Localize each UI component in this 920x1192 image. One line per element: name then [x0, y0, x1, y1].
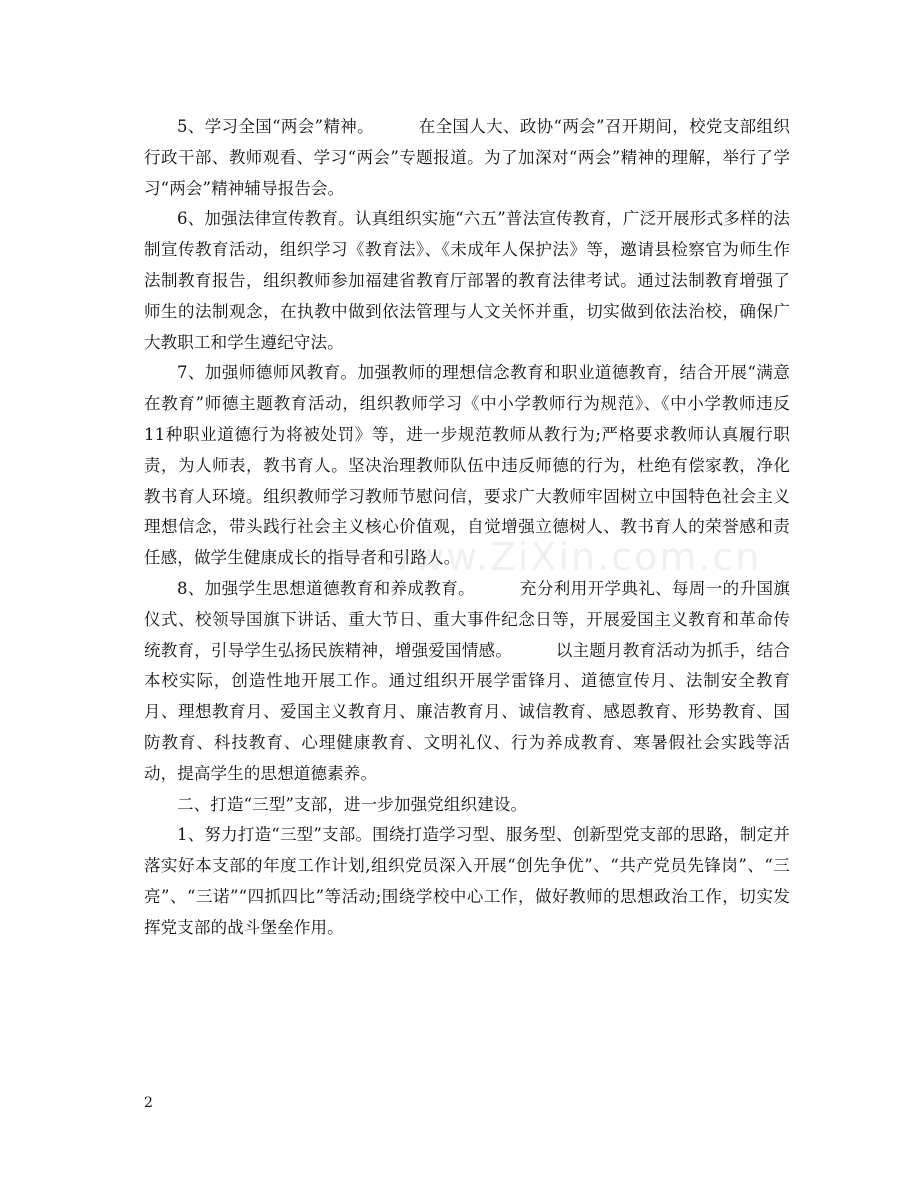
watermark: www.ZiXin.com.cn	[380, 535, 762, 579]
document-body	[144, 112, 790, 944]
page-number: 2	[144, 1095, 153, 1111]
paragraph-study-two-sessions: 5、学习全国“两会”精神。 在全国人大、政协“两会”召开期间，校党支部组织行政干部、教师观看、学习“两会”专题报道。为了加深对“两会”精神的理解，举行了学习“两会”精神辅导报告会。	[144, 117, 790, 198]
paragraph-teacher-ethics: 7、加强师德师风教育。加强教师的理想信念教育和职业道德教育，结合开展“满意在教育”师德主题教育活动，组织教师学习《中小学教师行为规范》、《中小学教师违反11种职业道德行为将被处罚》等，进一步规范教师从教行为;严格要求教师认真履行职责，为人师表，教书育人。坚决治理教师队伍中违反师德的行为，杜绝有偿家教，净化教书育人环境。组织教师学习教师节慰问信，要求广大教师牢固树立中国特色社会主义理想信念，带头践行社会主义核心价值观，自觉增强立德树人、教书育人的荣誉感和责任感，做学生健康成长的指导者和引路人。	[144, 363, 790, 568]
paragraph-three-type-branch: 1、努力打造“三型”支部。围绕打造学习型、服务型、创新型党支部的思路，制定并落实好本支部的年度工作计划,组织党员深入开展“创先争优”、“共产党员先锋岗”、“三亮”、“三诺”“四抓四比”等活动;围绕学校中心工作，做好教师的思想政治工作，切实发挥党支部的战斗堡垒作用。	[144, 825, 790, 937]
section-heading-party-branch: 二、打造“三型”支部，进一步加强党组织建设。	[177, 794, 528, 814]
paragraph-legal-education: 6、加强法律宣传教育。认真组织实施“六五”普法宣传教育，广泛开展形式多样的法制宣传教育活动，组织学习《教育法》、《未成年人保护法》等，邀请县检察官为师生作法制教育报告，组织教师参加福建省教育厅部署的教育法律考试。通过法制教育增强了师生的法制观念，在执教中做到依法管理与人文关怀并重，切实做到依法治校，确保广大教职工和学生遵纪守法。	[144, 209, 790, 352]
paragraph-student-moral-education: 8、加强学生思想道德教育和养成教育。 充分利用开学典礼、每周一的升国旗仪式、校领导国旗下讲话、重大节日、重大事件纪念日等，开展爱国主义教育和革命传统教育，引导学生弘扬民族精神，增强爱国情感。 以主题月教育活动为抓手，结合本校实际，创造性地开展工作。通过组织开展学雷锋月、道德宣传月、法制安全教育月、理想教育月、爱国主义教育月、廉洁教育月、诚信教育、感恩教育、形势教育、国防教育、科技教育、心理健康教育、文明礼仪、行为养成教育、寒暑假社会实践等活动，提高学生的思想道德素养。	[144, 578, 790, 783]
